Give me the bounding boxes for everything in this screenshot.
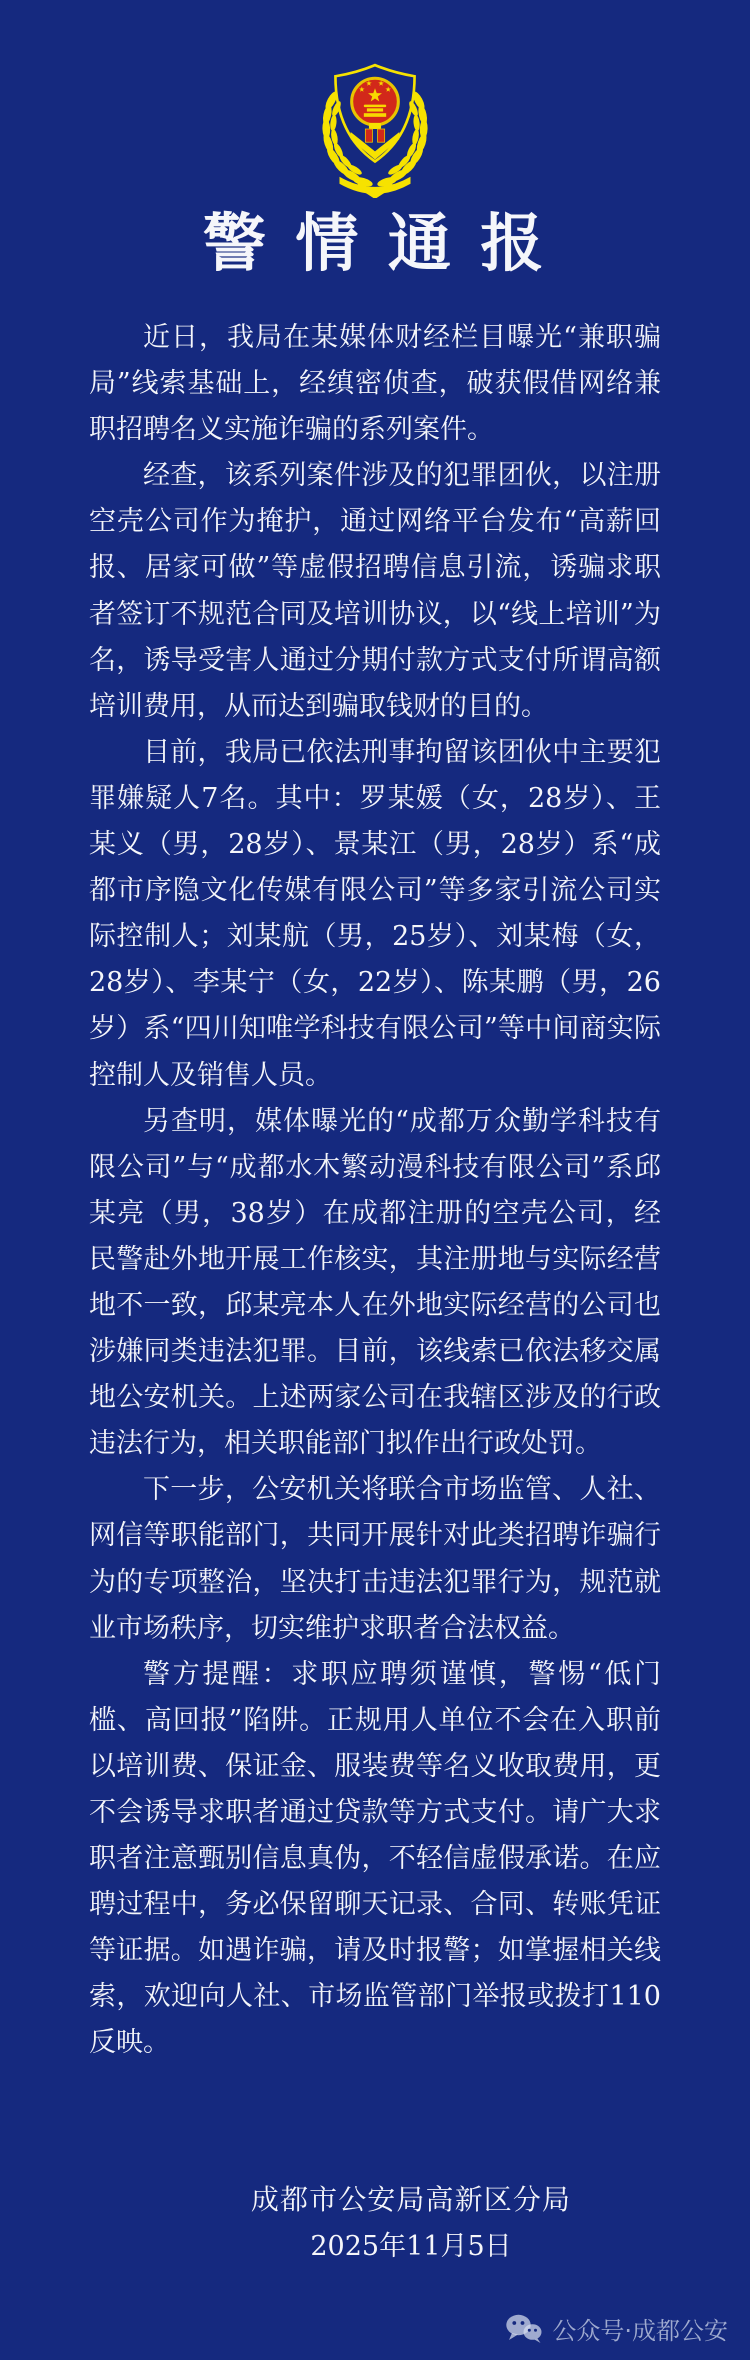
police-badge-icon bbox=[319, 58, 431, 198]
notice-title: 警 情 通 报 bbox=[202, 206, 548, 280]
notice-paragraph: 另查明，媒体曝光的“成都万众勤学科技有限公司”与“成都水木繁动漫科技有限公司”系邱某亮（男，38岁）在成都注册的空壳公司，经民警赴外地开展工作核实，其注册地与实际经营地不一致，邱某亮本人在外地实际经营的公司也涉嫌同类违法犯罪。目前，该线索已依法移交属地公安机关。上述两家公司在我辖区涉及的行政违法行为，相关职能部门拟作出行政处罚。 bbox=[89, 1105, 661, 1460]
notice-body bbox=[89, 315, 661, 2067]
notice-paragraph: 目前，我局已依法刑事拘留该团伙中主要犯罪嫌疑人7名。其中：罗某媛（女，28岁）、王某义（男，28岁）、景某江（男，28岁）系“成都市序隐文化传媒有限公司”等多家引流公司实际控制人；刘某航（男，25岁）、刘某梅（女，28岁）、李某宁（女，22岁）、陈某鹏（男，26岁）系“四川知唯学科技有限公司”等中间商实际控制人及销售人员。 bbox=[89, 736, 661, 1091]
issue-date: 2025年11月5日 bbox=[310, 2231, 512, 2262]
notice-paragraph: 近日，我局在某媒体财经栏目曝光“兼职骗局”线索基础上，经缜密侦查，破获假借网络兼职招聘名义实施诈骗的系列案件。 bbox=[89, 322, 661, 446]
notice-paragraph: 警方提醒：求职应聘须谨慎，警惕“低门槛、高回报”陷阱。正规用人单位不会在入职前以培训费、保证金、服装费等名义收取费用，更不会诱导求职者通过贷款等方式支付。请广大求职者注意甄别信息真伪，不轻信虚假承诺。在应聘过程中，务必保留聊天记录、合同、转账凭证等证据。如遇诈骗，请及时报警；如掌握相关线索，欢迎向人社、市场监管部门举报或拨打110反映。 bbox=[89, 1658, 661, 2059]
watermark-label: 公众号·成都公安 bbox=[552, 2317, 728, 2345]
notice-paragraph: 经查，该系列案件涉及的犯罪团伙，以注册空壳公司作为掩护，通过网络平台发布“高薪回报、居家可做”等虚假招聘信息引流，诱骗求职者签订不规范合同及培训协议，以“线上培训”为名，诱导受害人通过分期付款方式支付所谓高额培训费用，从而达到骗取钱财的目的。 bbox=[89, 460, 661, 722]
notice-paragraph: 下一步，公安机关将联合市场监管、人社、网信等职能部门，共同开展针对此类招聘诈骗行为的专项整治，坚决打击违法犯罪行为，规范就业市场秩序，切实维护求职者合法权益。 bbox=[89, 1474, 661, 1644]
issuing-authority: 成都市公安局高新区分局 bbox=[250, 2183, 572, 2216]
wechat-icon bbox=[505, 2313, 543, 2345]
watermark bbox=[505, 2311, 728, 2346]
